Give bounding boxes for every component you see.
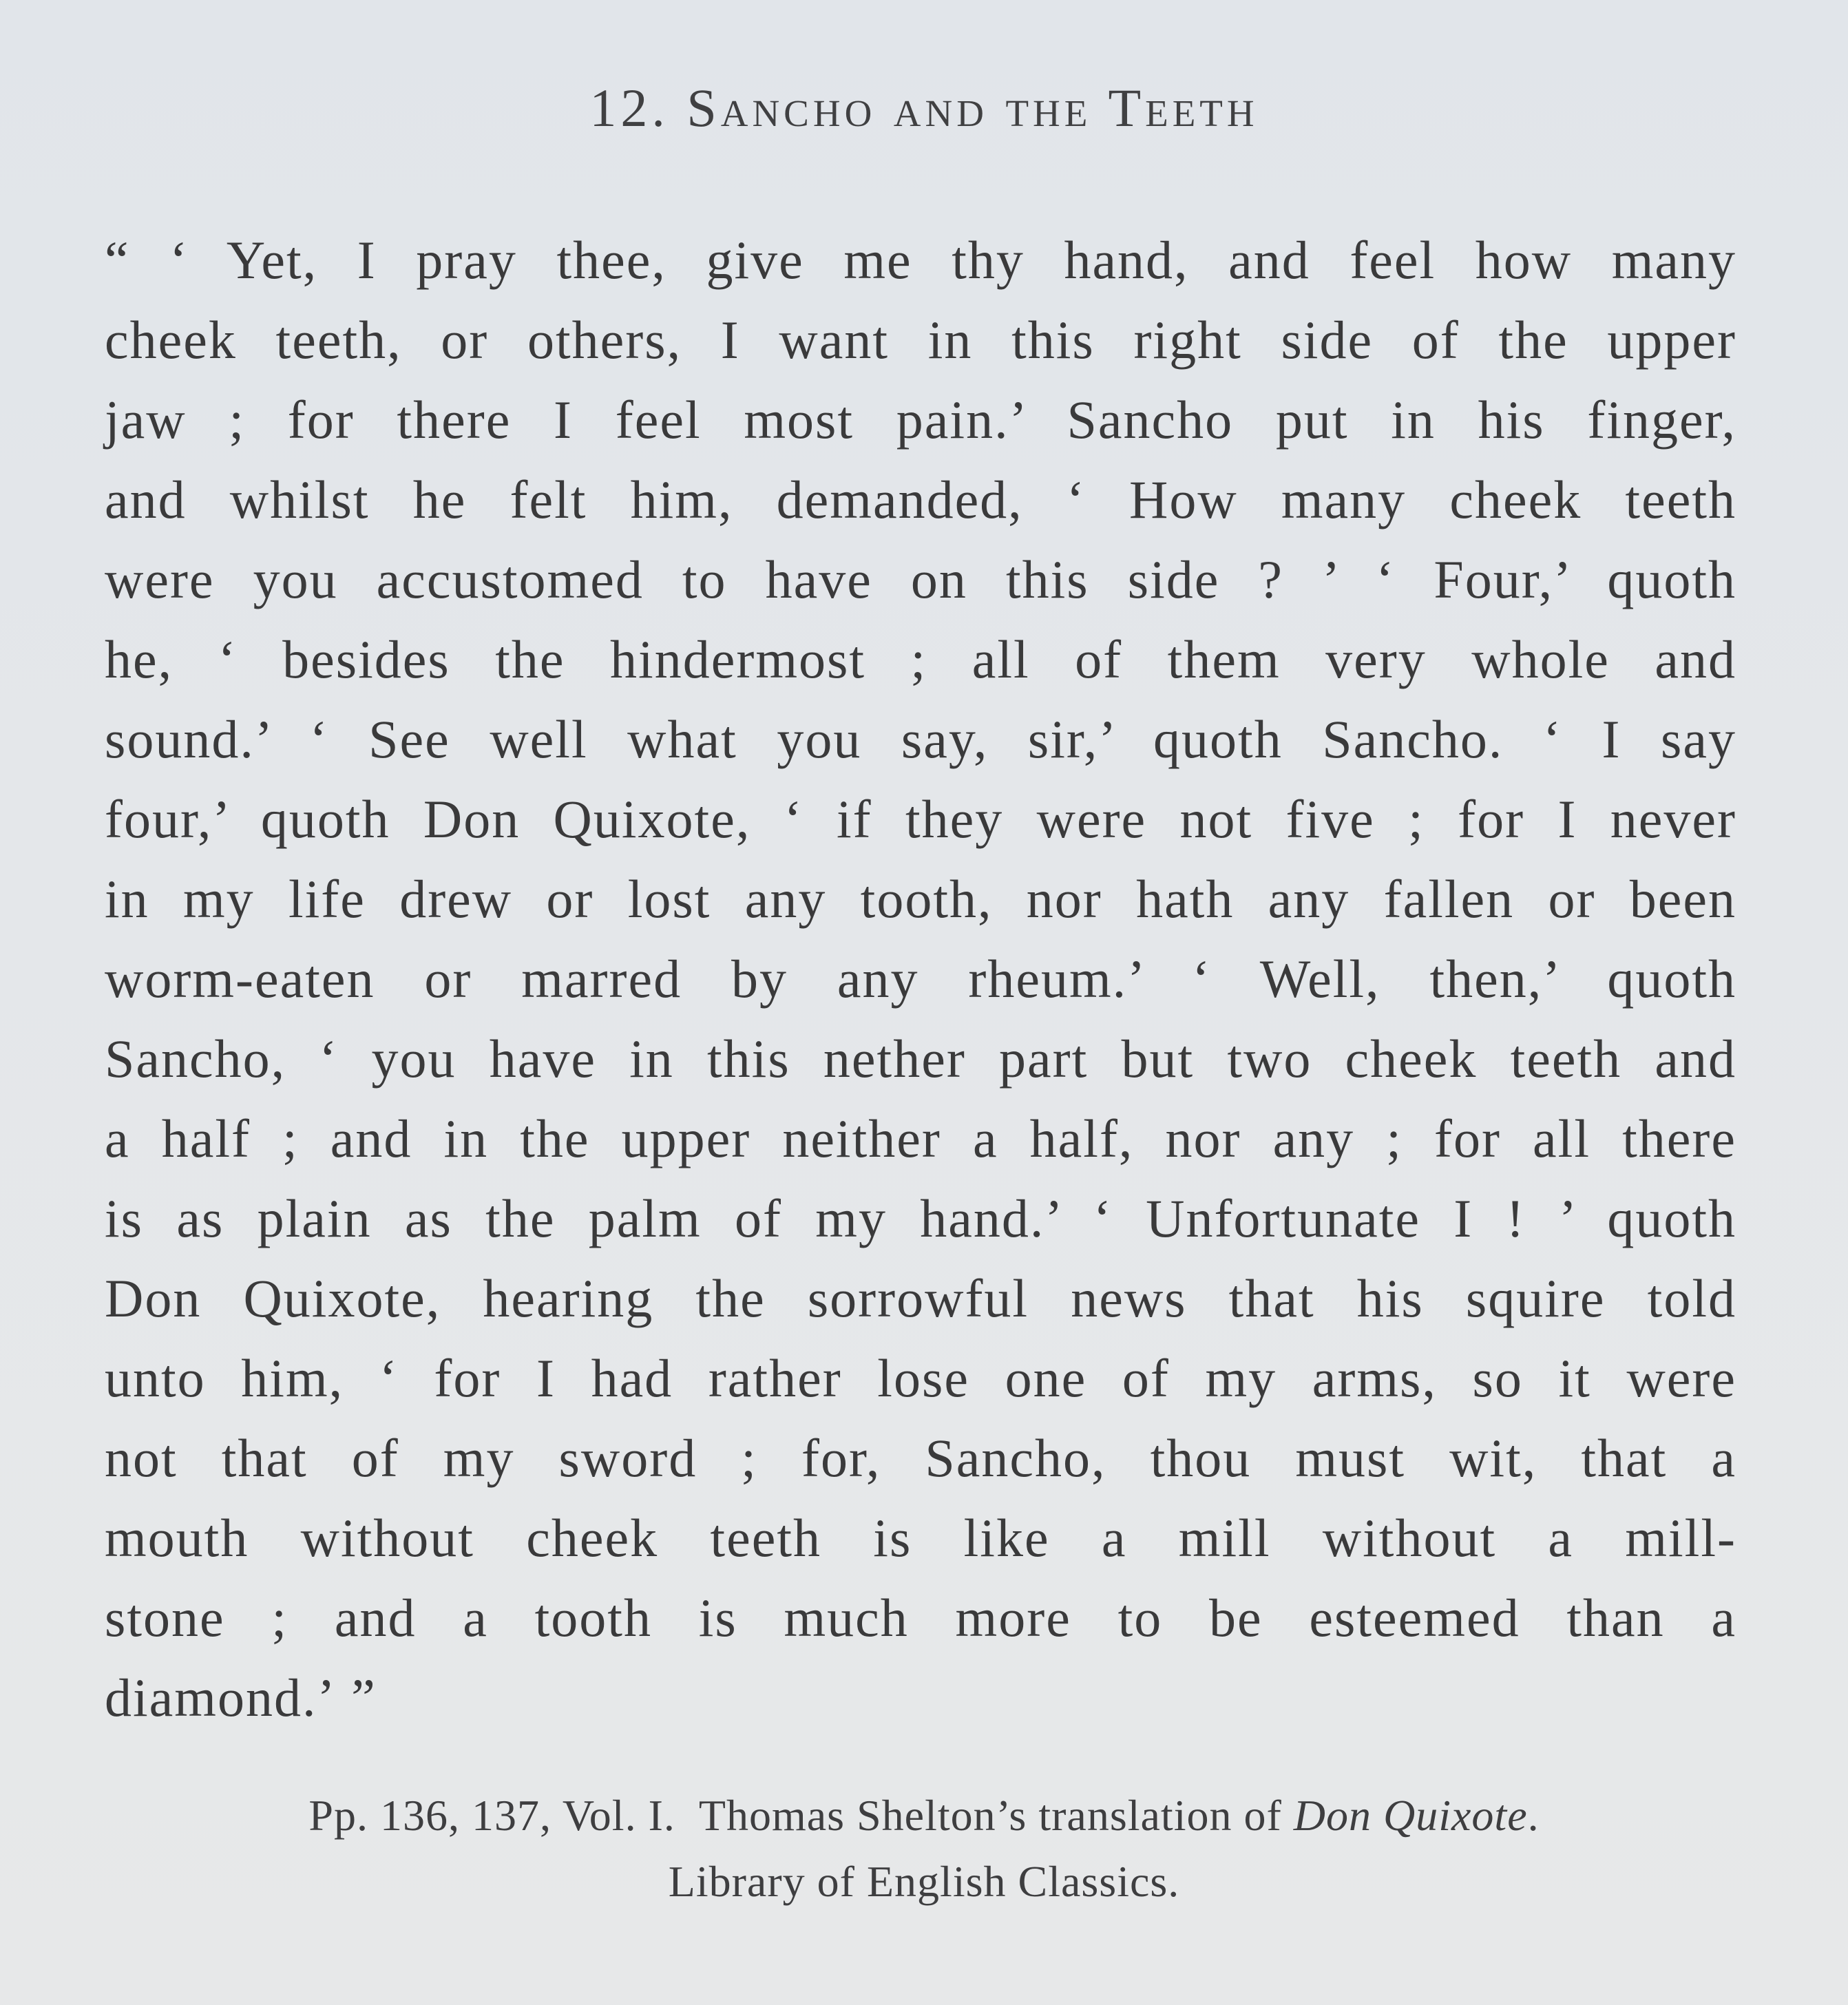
passage-line: sound.’ ‘ See well what you say, sir,’ quoth Sancho. ‘ I say xyxy=(105,709,1736,769)
passage-line: a half ; and in the upper neither a half, nor any ; for all there xyxy=(105,1109,1736,1168)
citation-work-title: Don Quixote xyxy=(1293,1791,1528,1840)
citation-translator: Thomas Shelton’s translation of xyxy=(698,1791,1282,1840)
passage-line: in my life drew or lost any tooth, nor hath any fallen or been xyxy=(105,869,1736,929)
passage-line: not that of my sword ; for, Sancho, thou must wit, that a xyxy=(105,1428,1736,1488)
citation-period: . xyxy=(1527,1791,1540,1840)
passage-line: Sancho, ‘ you have in this nether part but two cheek teeth and xyxy=(105,1029,1736,1089)
passage-line: were you accustomed to have on this side ? ’ ‘ Four,’ quoth xyxy=(105,549,1736,609)
passage-line: worm-eaten or marred by any rheum.’ ‘ Well, then,’ quoth xyxy=(105,949,1736,1009)
passage-line: and whilst he felt him, demanded, ‘ How many cheek teeth xyxy=(105,470,1736,529)
citation-pages: Pp. 136, 137, Vol. I. xyxy=(308,1791,675,1840)
citation-source xyxy=(0,1790,1848,1841)
passage-line: “ ‘ Yet, I pray thee, give me thy hand, and feel how many xyxy=(105,230,1736,290)
quoted-passage xyxy=(105,220,1736,1738)
passage-line: four,’ quoth Don Quixote, ‘ if they were not five ; for I never xyxy=(105,789,1736,849)
passage-line: mouth without cheek teeth is like a mill without a mill- xyxy=(105,1508,1736,1568)
chapter-heading: 12. Sancho and the Teeth xyxy=(589,78,1259,138)
passage-line: he, ‘ besides the hindermost ; all of them very whole and xyxy=(105,629,1736,689)
passage-line: cheek teeth, or others, I want in this right side of the upper xyxy=(105,310,1736,370)
passage-line: jaw ; for there I feel most pain.’ Sancho put in his finger, xyxy=(105,390,1736,450)
passage-line: stone ; and a tooth is much more to be esteemed than a xyxy=(105,1588,1736,1648)
passage-line-last: diamond.’ ” xyxy=(105,1668,377,1728)
passage-line: is as plain as the palm of my hand.’ ‘ Unfortunate I ! ’ quoth xyxy=(105,1188,1736,1248)
citation-series: Library of English Classics. xyxy=(668,1857,1180,1906)
passage-line: Don Quixote, hearing the sorrowful news that his squire told xyxy=(105,1268,1736,1328)
passage-line: unto him, ‘ for I had rather lose one of my arms, so it were xyxy=(105,1348,1736,1408)
